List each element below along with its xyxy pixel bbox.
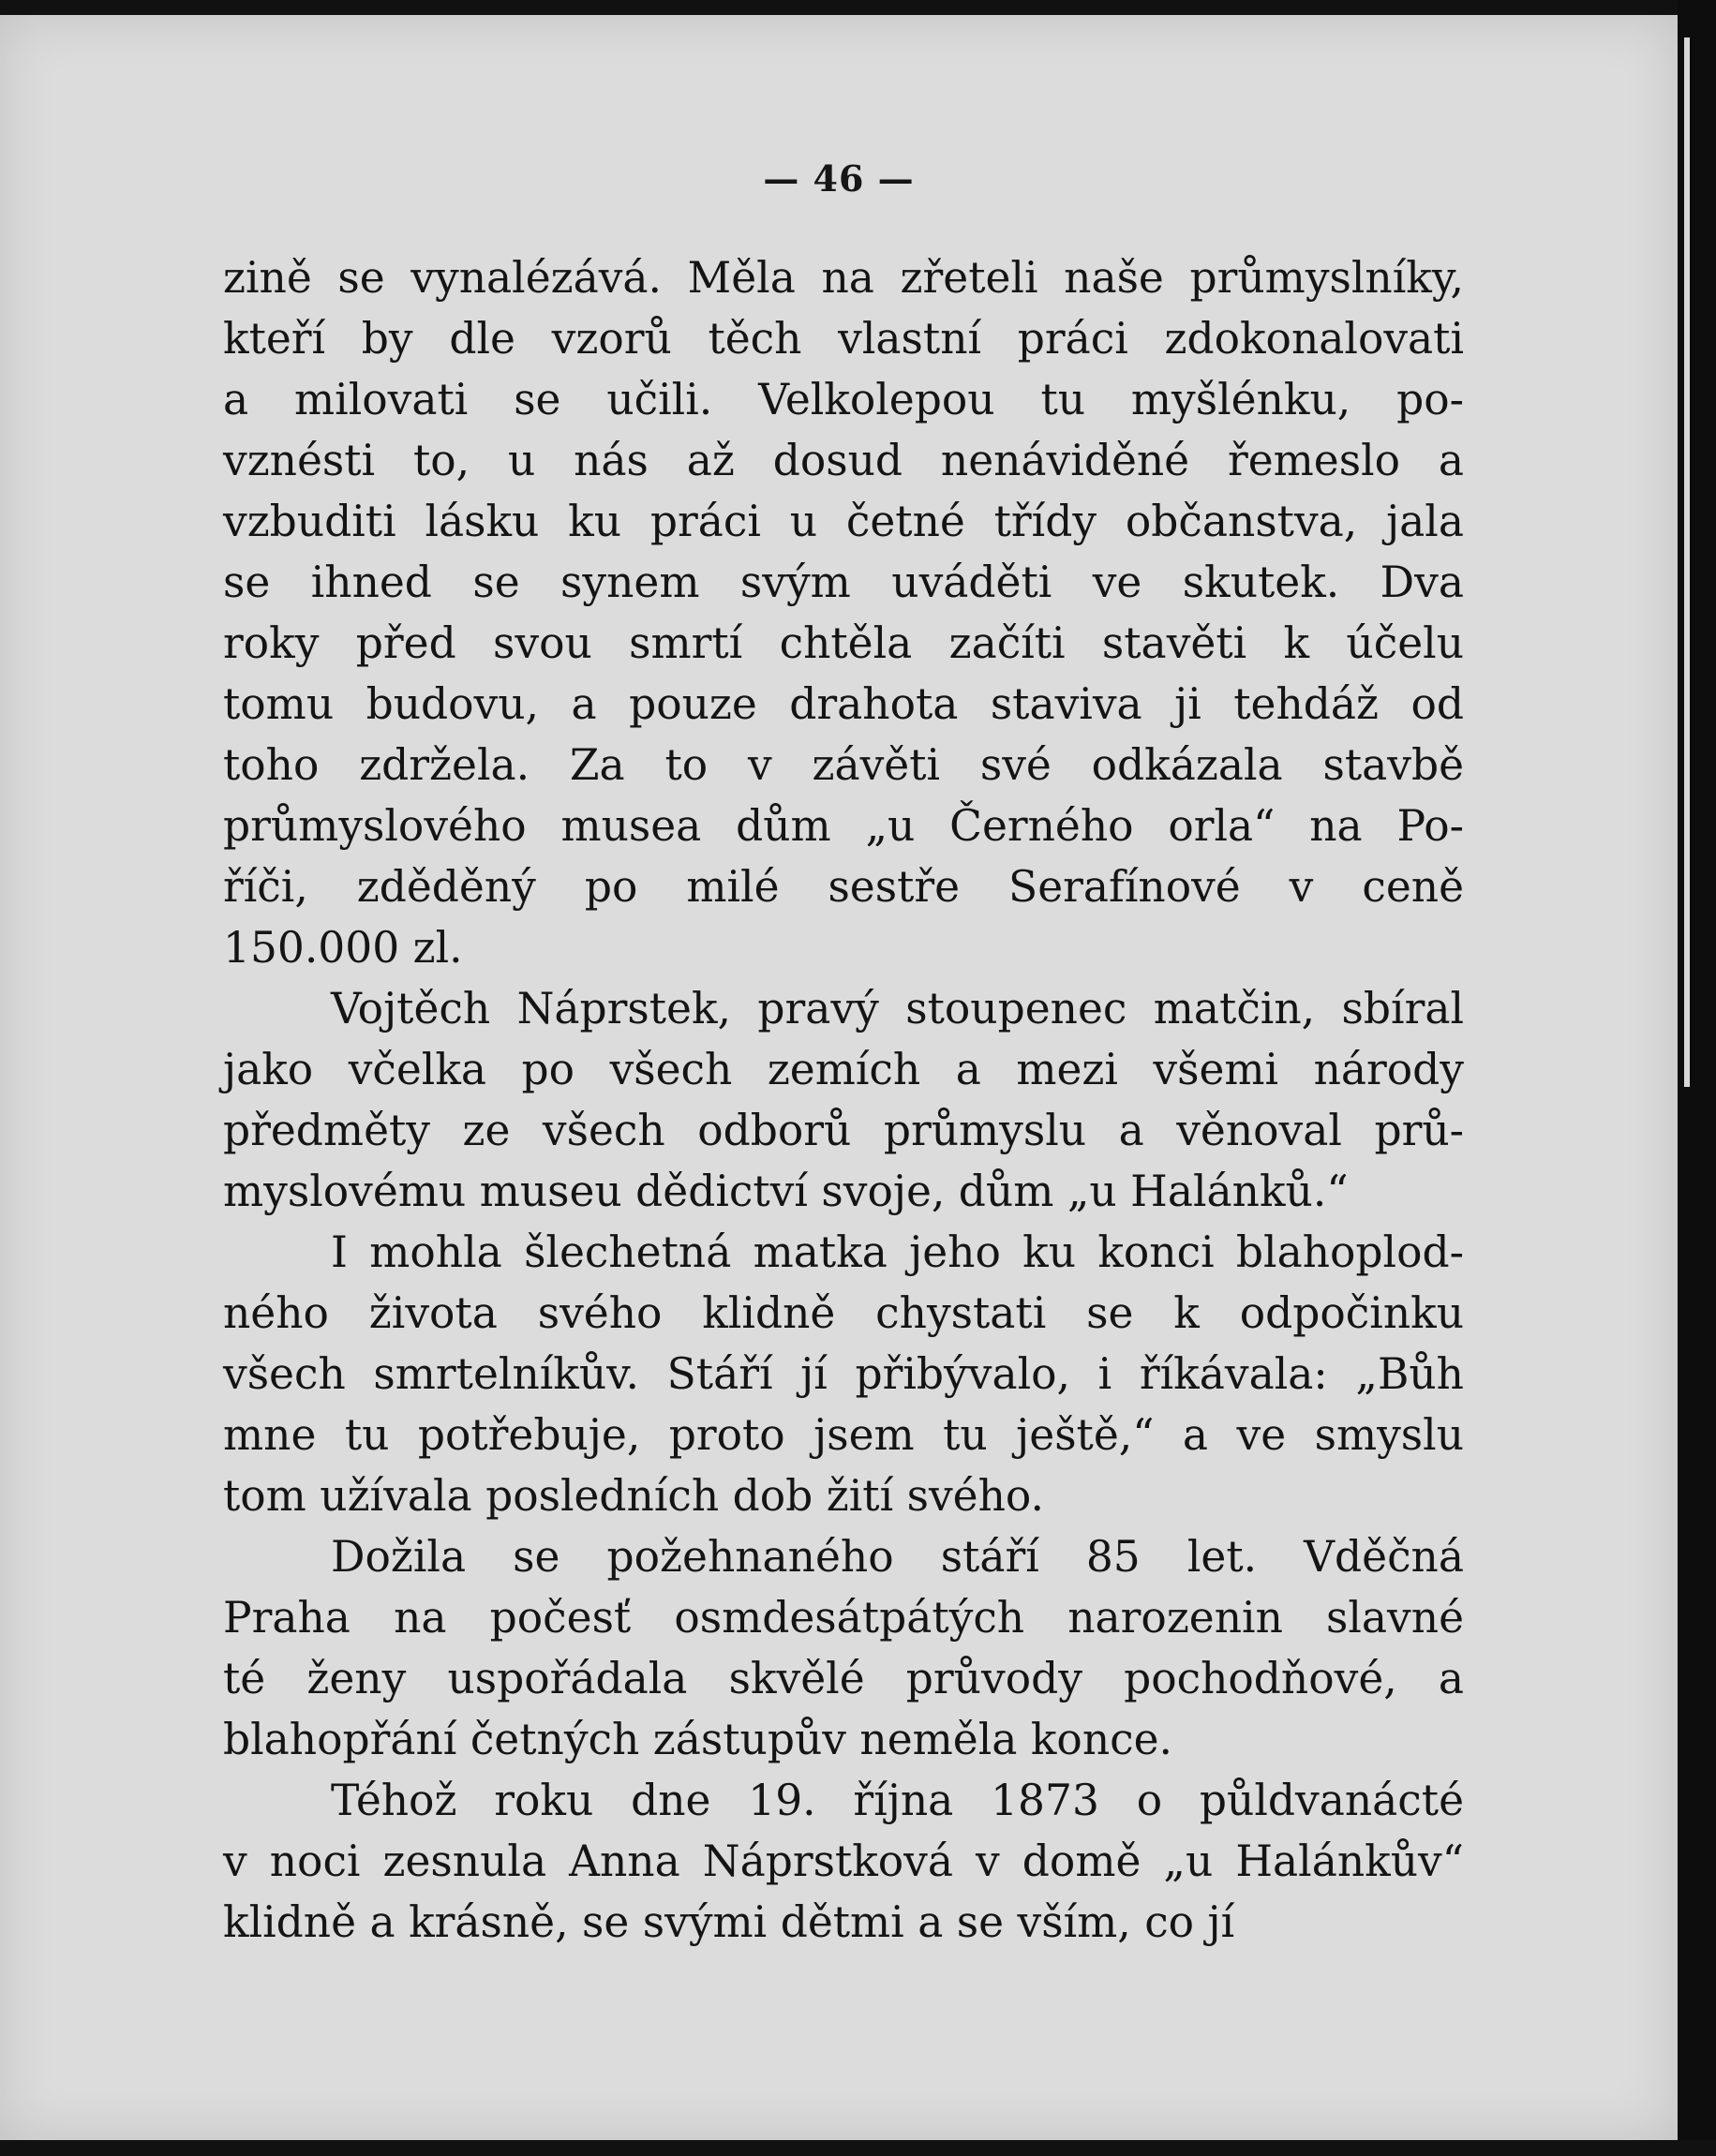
page-edge-strip: [1684, 37, 1690, 1087]
text-line: jako včelka po všech zemích a mezi všemi národy: [223, 1045, 1464, 1094]
paragraph: [223, 978, 1464, 1222]
text-line: říči, zděděný po milé sestře Serafínové v ceně: [223, 862, 1464, 912]
text-line: Vojtěch Náprstek, pravý stoupenec matčin, sbíral: [331, 984, 1464, 1033]
page-number: — 46 —: [763, 157, 915, 200]
text-line: vzbuditi lásku ku práci u četné třídy občanstva, jala: [223, 497, 1464, 546]
paragraph: [223, 1770, 1464, 1953]
text-line: v noci zesnula Anna Náprstková v domě „u Halánkův“: [223, 1836, 1464, 1886]
text-line: Dožila se požehnaného stáří 85 let. Vděčná: [331, 1532, 1464, 1582]
text-line: toho zdržela. Za to v závěti své odkázala stavbě: [223, 740, 1464, 790]
text-line: myslovému museu dědictví svoje, dům „u Halánků.“: [223, 1167, 1349, 1216]
text-line: 150.000 zl.: [223, 923, 463, 973]
text-line: tomu budovu, a pouze drahota staviva ji tehdáž od: [223, 679, 1464, 729]
text-line: tom užívala posledních dob žití svého.: [223, 1471, 1044, 1521]
text-line: Praha na počesť osmdesátpátých narozenin slavné: [223, 1593, 1464, 1643]
text-line: té ženy uspořádala skvělé průvody pochodňové, a: [223, 1654, 1464, 1703]
text-line: klidně a krásně, se svými dětmi a se vším, co jí: [223, 1897, 1235, 1947]
paragraph: [223, 247, 1464, 978]
text-line: ného života svého klidně chystati se k odpočinku: [223, 1288, 1464, 1338]
text-line: zině se vynalézává. Měla na zřeteli naše průmyslníky,: [223, 253, 1464, 303]
book-page: [0, 15, 1678, 2140]
text-line: a milovati se učili. Velkolepou tu myšlénku, po-: [223, 375, 1464, 424]
text-line: všech smrtelníkův. Stáří jí přibývalo, i říkávala: „Bůh: [223, 1349, 1464, 1399]
scan-border-top: [0, 0, 1716, 15]
text-line: roky před svou smrtí chtěla začíti stavěti k účelu: [223, 618, 1464, 668]
paragraph: [223, 1222, 1464, 1526]
paragraph: [223, 1526, 1464, 1770]
text-line: I mohla šlechetná matka jeho ku konci blahoplod-: [331, 1227, 1464, 1277]
text-line: se ihned se synem svým uváděti ve skutek. Dva: [223, 558, 1464, 607]
body-text: [223, 247, 1464, 1953]
scan-border-bottom: [0, 2140, 1716, 2156]
text-line: kteří by dle vzorů těch vlastní práci zdokonalovati: [223, 314, 1464, 364]
text-line: mne tu potřebuje, proto jsem tu ještě,“ a ve smyslu: [223, 1410, 1464, 1460]
text-line: průmyslového musea dům „u Černého orla“ na Po-: [223, 801, 1464, 851]
text-line: blahopřání četných zástupův neměla konce.: [223, 1715, 1172, 1764]
text-line: vznésti to, u nás až dosud nenáviděné řemeslo a: [223, 436, 1464, 485]
text-line: Téhož roku dne 19. října 1873 o půldvanácté: [331, 1776, 1464, 1825]
text-line: předměty ze všech odborů průmyslu a věnoval prů-: [223, 1106, 1464, 1155]
